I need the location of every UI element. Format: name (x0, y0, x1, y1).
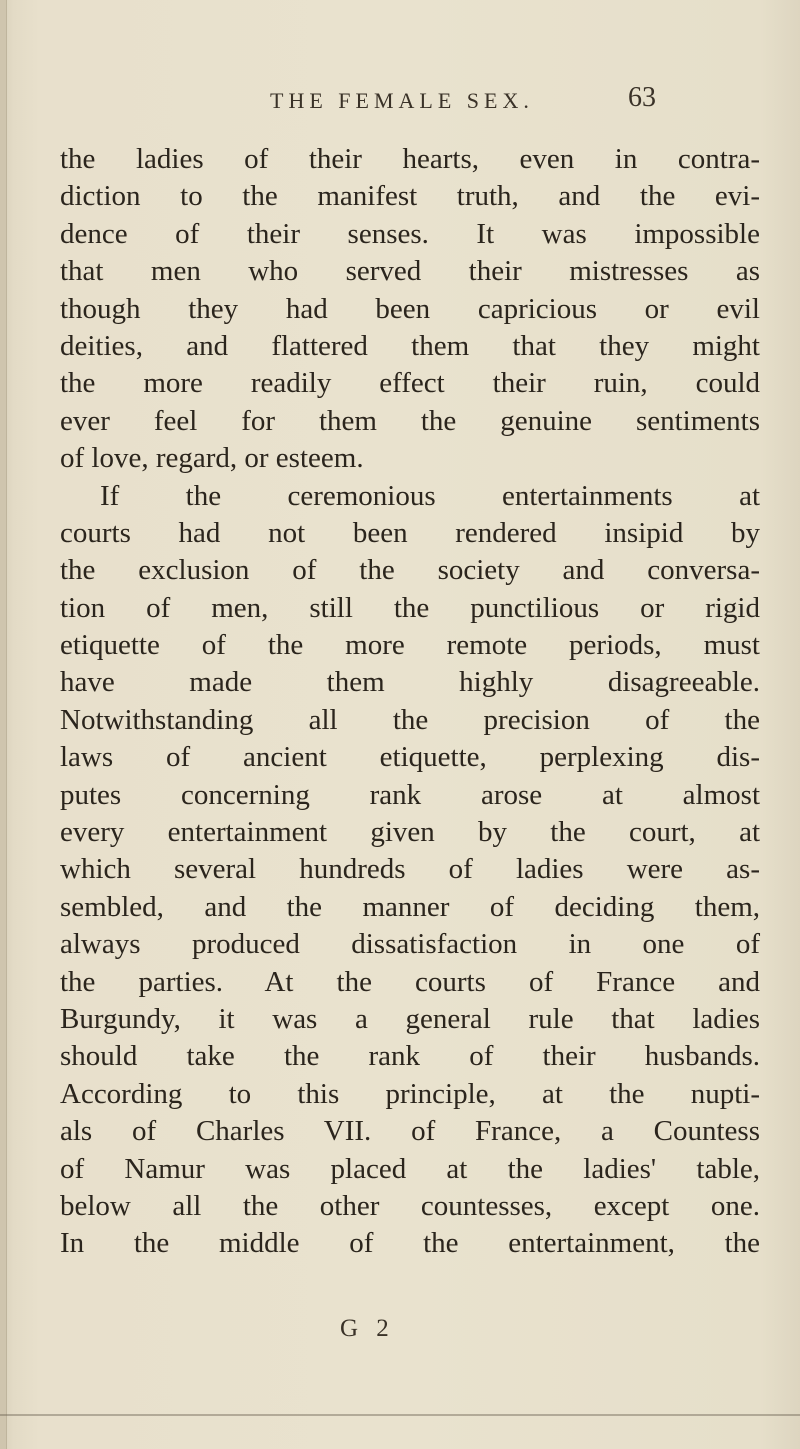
text-line: Burgundy, it was a general rule that ladies (60, 1002, 760, 1035)
text-line: als of Charles VII. of France, a Countess (60, 1115, 760, 1148)
text-line: If the ceremonious entertainments at (100, 479, 760, 512)
text-line: below all the other countesses, except one. (60, 1189, 760, 1222)
page-number: 63 (628, 82, 656, 113)
text-line: Notwithstanding all the precision of the (60, 703, 760, 736)
text-line: dence of their senses. It was impossible (60, 217, 760, 250)
text-line: should take the rank of their husbands. (60, 1040, 760, 1073)
page-bottom-edge (0, 1414, 800, 1416)
text-line: always produced dissatisfaction in one of (60, 928, 760, 961)
text-line: the parties. At the courts of France and (60, 965, 760, 998)
text-line: every entertainment given by the court, at (60, 816, 760, 849)
text-line: of Namur was placed at the ladies' table, (60, 1152, 760, 1185)
text-line: of love, regard, or esteem. (60, 442, 364, 475)
text-line: etiquette of the more remote periods, must (60, 629, 760, 662)
text-line: the ladies of their hearts, even in contra- (60, 143, 760, 175)
text-line: that men who served their mistresses as (60, 255, 760, 288)
signature-mark: G 2 (340, 1315, 395, 1342)
running-head: THE FEMALE SEX. (270, 88, 534, 113)
text-line: putes concerning rank arose at almost (60, 778, 760, 811)
text-line: laws of ancient etiquette, perplexing dis- (60, 741, 760, 774)
text-line: have made them highly disagreeable. (60, 666, 760, 699)
text-line: ever feel for them the genuine sentiments (60, 404, 760, 437)
text-line: diction to the manifest truth, and the evi- (60, 180, 760, 213)
page-header (0, 82, 800, 132)
text-line: the exclusion of the society and conversa- (60, 554, 760, 587)
text-line: In the middle of the entertainment, the (60, 1227, 760, 1260)
text-line: sembled, and the manner of deciding them, (60, 890, 760, 923)
body-text (60, 141, 760, 1263)
text-line: which several hundreds of ladies were as- (60, 853, 760, 886)
text-line: the more readily effect their ruin, could (60, 367, 760, 400)
text-line: According to this principle, at the nupti- (60, 1077, 760, 1110)
text-line: deities, and flattered them that they might (60, 329, 760, 362)
text-line: tion of men, still the punctilious or rigid (60, 591, 760, 624)
text-line: courts had not been rendered insipid by (60, 516, 760, 549)
text-line: though they had been capricious or evil (60, 292, 760, 325)
page-gutter-edge (0, 0, 7, 1449)
